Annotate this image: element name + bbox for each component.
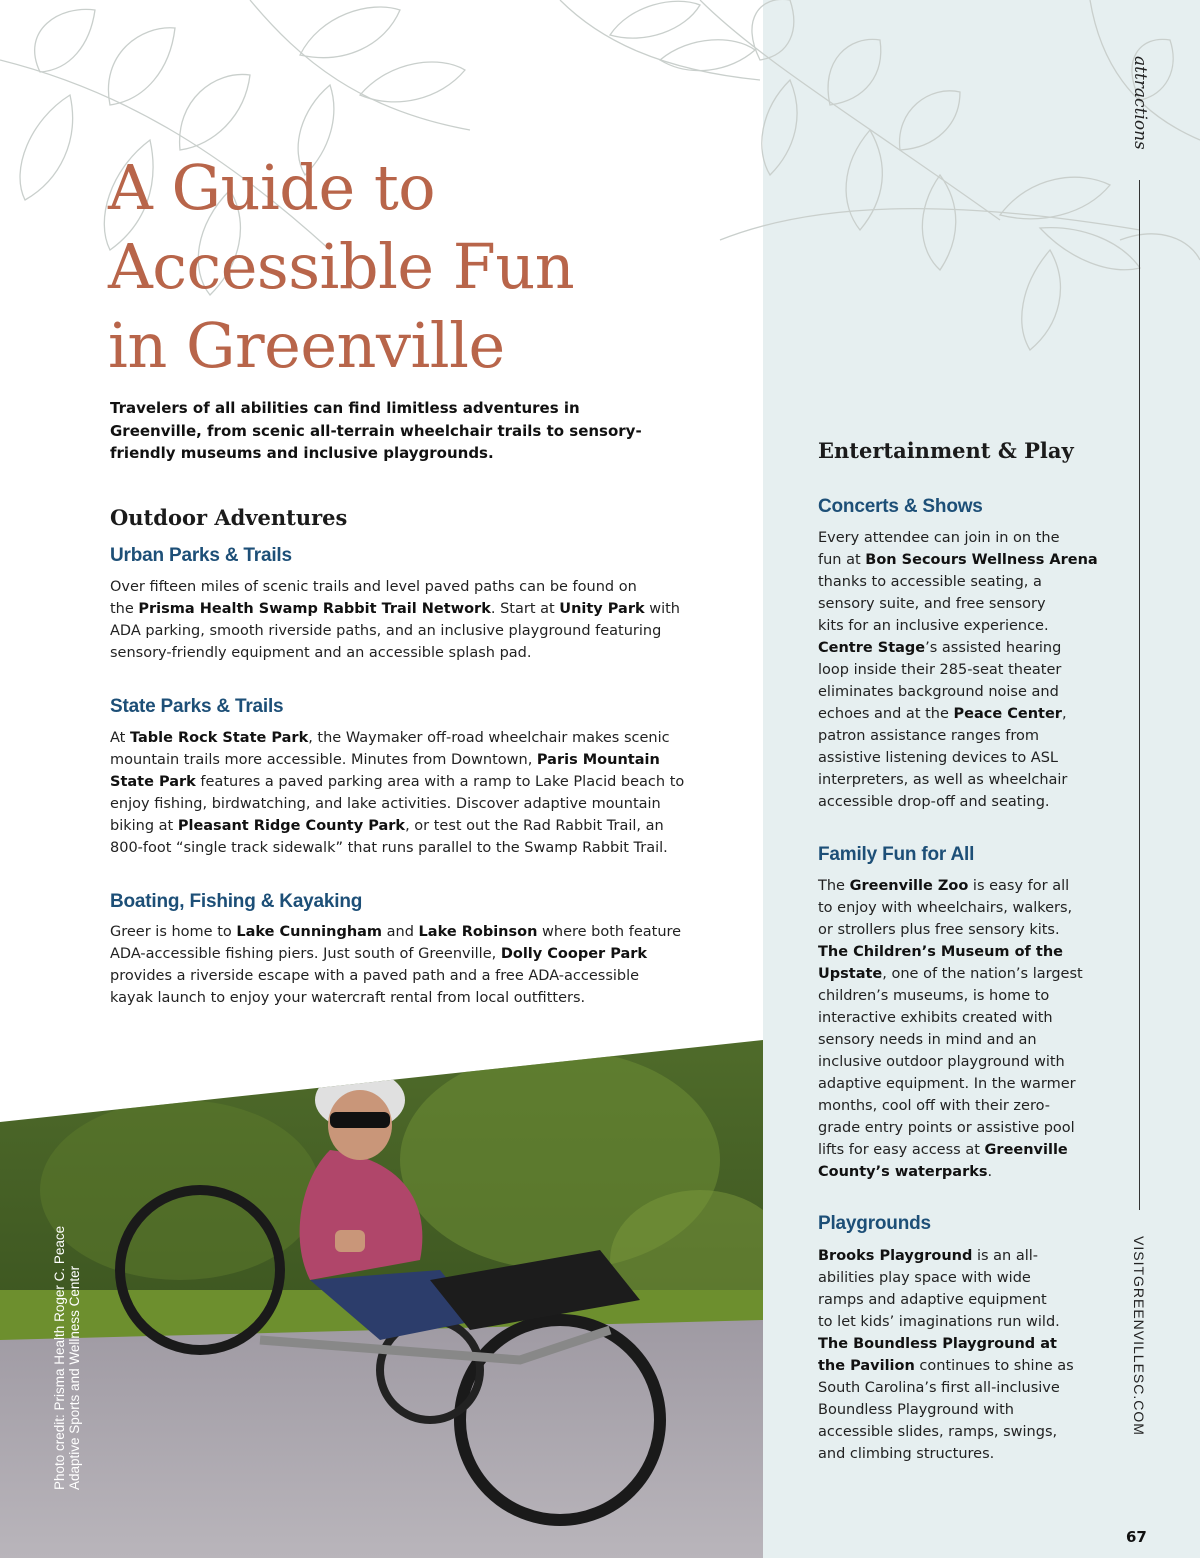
text-run: . bbox=[987, 1164, 993, 1180]
paragraph-line bbox=[818, 769, 1088, 791]
text-run: where both feature bbox=[537, 924, 682, 940]
text-run: ’s assisted hearing bbox=[925, 640, 1062, 656]
text-run: accessible slides, ramps, swings, bbox=[818, 1424, 1058, 1440]
text-run: is an all- bbox=[972, 1248, 1039, 1264]
subheading-playgrounds: Playgrounds bbox=[818, 1213, 931, 1234]
bold-place-name: Prisma Health Swamp Rabbit Trail Network bbox=[138, 601, 491, 617]
paragraph-line bbox=[818, 615, 1088, 637]
bold-place-name: County’s waterparks bbox=[818, 1164, 988, 1180]
paragraph-line bbox=[818, 1355, 1088, 1377]
paragraph-line bbox=[818, 1267, 1088, 1289]
website-url: VISITGREENVILLESC.COM bbox=[1131, 1236, 1147, 1436]
photo-credit-line-1: Photo credit: Prisma Health Roger C. Peace bbox=[52, 1225, 67, 1490]
subheading-urban-parks: Urban Parks & Trails bbox=[110, 545, 292, 566]
text-run: months, cool off with their zero- bbox=[818, 1098, 1050, 1114]
text-run: Over fifteen miles of scenic trails and level paved paths can be found on bbox=[110, 579, 637, 595]
paragraph-line bbox=[818, 1311, 1088, 1333]
paragraph-line bbox=[818, 941, 1088, 963]
paragraph-line bbox=[818, 1377, 1088, 1399]
bold-place-name: Centre Stage bbox=[818, 640, 926, 656]
paragraph-line bbox=[818, 791, 1088, 813]
paragraph-urban-parks bbox=[110, 576, 680, 664]
paragraph-line bbox=[818, 1443, 1088, 1465]
paragraph-line bbox=[818, 1421, 1088, 1443]
text-run: to enjoy with wheelchairs, walkers, bbox=[818, 900, 1073, 916]
text-run: grade entry points or assistive pool bbox=[818, 1120, 1075, 1136]
text-run: lifts for easy access at bbox=[818, 1142, 985, 1158]
text-run: Greer is home to bbox=[110, 924, 237, 940]
bold-place-name: State Park bbox=[110, 774, 196, 790]
text-run: kits for an inclusive experience. bbox=[818, 618, 1049, 634]
text-run: . Start at bbox=[490, 601, 560, 617]
text-run: and climbing structures. bbox=[818, 1446, 995, 1462]
text-run: accessible drop-off and seating. bbox=[818, 794, 1050, 810]
text-run: inclusive outdoor playground with bbox=[818, 1054, 1065, 1070]
paragraph-line bbox=[818, 593, 1088, 615]
paragraph-line bbox=[818, 1051, 1088, 1073]
photo-credit bbox=[52, 1226, 82, 1490]
paragraph-line bbox=[110, 727, 684, 749]
paragraph-line bbox=[110, 771, 684, 793]
text-run: loop inside their 285-seat theater bbox=[818, 662, 1062, 678]
paragraph-state-parks bbox=[110, 727, 684, 859]
text-run: Every attendee can join in on the bbox=[818, 530, 1060, 546]
text-run: The bbox=[818, 878, 850, 894]
text-run: the bbox=[110, 601, 139, 617]
text-run: children’s museums, is home to bbox=[818, 988, 1050, 1004]
bold-place-name: Lake Cunningham bbox=[236, 924, 383, 940]
bold-place-name: Greenville bbox=[984, 1142, 1068, 1158]
paragraph-line bbox=[110, 749, 684, 771]
paragraph-line bbox=[818, 1161, 1088, 1183]
paragraph-concerts bbox=[818, 527, 1098, 813]
text-run: , or test out the Rad Rabbit Trail, an bbox=[405, 818, 664, 834]
bold-place-name: The Children’s Museum of the bbox=[818, 944, 1063, 960]
text-run: biking at bbox=[110, 818, 178, 834]
text-run: , the Waymaker off-road wheelchair makes scenic bbox=[308, 730, 670, 746]
paragraph-line bbox=[818, 637, 1088, 659]
paragraph-line bbox=[818, 527, 1088, 549]
paragraph-line bbox=[818, 1029, 1088, 1051]
title-line-2: Accessible Fun bbox=[108, 230, 575, 303]
paragraph-line bbox=[818, 681, 1088, 703]
text-run: ADA-accessible fishing piers. Just south of Greenville, bbox=[110, 946, 501, 962]
paragraph-line bbox=[110, 815, 684, 837]
title-line-1: A Guide to bbox=[108, 151, 436, 224]
subheading-boating: Boating, Fishing & Kayaking bbox=[110, 891, 363, 912]
bold-place-name: Peace Center bbox=[953, 706, 1062, 722]
paragraph-line bbox=[110, 837, 684, 859]
bold-place-name: Lake Robinson bbox=[418, 924, 538, 940]
photo-credit-line-2: Adaptive Sports and Wellness Center bbox=[67, 1265, 82, 1490]
text-run: patron assistance ranges from bbox=[818, 728, 1039, 744]
paragraph-family-fun bbox=[818, 875, 1088, 1183]
paragraph-line bbox=[818, 1245, 1088, 1267]
page-number: 67 bbox=[1126, 1528, 1147, 1546]
text-run: fun at bbox=[818, 552, 866, 568]
paragraph-line bbox=[818, 1073, 1088, 1095]
paragraph-line bbox=[818, 919, 1088, 941]
bold-place-name: Upstate bbox=[818, 966, 883, 982]
text-run: South Carolina’s first all-inclusive bbox=[818, 1380, 1060, 1396]
paragraph-line bbox=[818, 963, 1088, 985]
bold-place-name: Brooks Playground bbox=[818, 1248, 973, 1264]
paragraph-line bbox=[818, 571, 1088, 593]
bold-place-name: Pleasant Ridge County Park bbox=[177, 818, 406, 834]
bold-place-name: Table Rock State Park bbox=[129, 730, 309, 746]
text-run: enjoy fishing, birdwatching, and lake activities. Discover adaptive mountain bbox=[110, 796, 661, 812]
paragraph-line bbox=[818, 747, 1088, 769]
paragraph-boating bbox=[110, 921, 681, 1009]
paragraph-line bbox=[818, 703, 1088, 725]
text-run: provides a riverside escape with a paved path and a free ADA-accessible bbox=[110, 968, 640, 984]
text-run: interactive exhibits created with bbox=[818, 1010, 1053, 1026]
paragraph-line bbox=[110, 576, 680, 598]
paragraph-line bbox=[818, 985, 1088, 1007]
paragraph-line bbox=[110, 943, 681, 965]
text-run: eliminates background noise and bbox=[818, 684, 1059, 700]
heading-outdoor-adventures: Outdoor Adventures bbox=[110, 505, 348, 530]
subheading-concerts: Concerts & Shows bbox=[818, 496, 983, 517]
paragraph-line bbox=[110, 598, 680, 620]
bold-place-name: The Boundless Playground at bbox=[818, 1336, 1057, 1352]
paragraph-line bbox=[818, 1289, 1088, 1311]
paragraph-line bbox=[818, 549, 1098, 571]
bold-place-name: the Pavilion bbox=[818, 1358, 915, 1374]
margin-rule bbox=[1139, 180, 1140, 1210]
paragraph-line bbox=[818, 875, 1088, 897]
paragraph-line bbox=[110, 965, 681, 987]
text-run: kayak launch to enjoy your watercraft rental from local outfitters. bbox=[110, 990, 586, 1006]
text-run: ADA parking, smooth riverside paths, and an inclusive playground featuring bbox=[110, 623, 662, 639]
paragraph-line bbox=[110, 987, 681, 1009]
paragraph-line bbox=[818, 1139, 1088, 1161]
text-run: echoes and at the bbox=[818, 706, 954, 722]
paragraph-line bbox=[818, 1399, 1088, 1421]
paragraph-line bbox=[110, 793, 684, 815]
text-run: sensory needs in mind and an bbox=[818, 1032, 1037, 1048]
page-title bbox=[108, 148, 728, 385]
paragraph-line bbox=[110, 921, 681, 943]
text-run: or strollers plus free sensory kits. bbox=[818, 922, 1060, 938]
text-run: , bbox=[1061, 706, 1067, 722]
paragraph-line bbox=[818, 1333, 1088, 1355]
hand-cyclist-photo bbox=[0, 1040, 763, 1558]
text-run: assistive listening devices to ASL bbox=[818, 750, 1059, 766]
bold-place-name: Dolly Cooper Park bbox=[500, 946, 648, 962]
text-run: thanks to accessible seating, a bbox=[818, 574, 1042, 590]
heading-entertainment-play: Entertainment & Play bbox=[818, 438, 1074, 463]
paragraph-line bbox=[110, 642, 680, 664]
text-run: 800-foot “single track sidewalk” that runs parallel to the Swamp Rabbit Trail. bbox=[110, 840, 668, 856]
paragraph-line bbox=[818, 897, 1088, 919]
text-run: mountain trails more accessible. Minutes from Downtown, bbox=[110, 752, 537, 768]
text-run: to let kids’ imaginations run wild. bbox=[818, 1314, 1060, 1330]
paragraph-line bbox=[818, 1095, 1088, 1117]
text-run: abilities play space with wide bbox=[818, 1270, 1031, 1286]
text-run: Boundless Playground with bbox=[818, 1402, 1014, 1418]
text-run: interpreters, as well as wheelchair bbox=[818, 772, 1068, 788]
subheading-family-fun: Family Fun for All bbox=[818, 844, 975, 865]
text-run: is easy for all bbox=[968, 878, 1070, 894]
paragraph-line bbox=[818, 659, 1088, 681]
text-run: At bbox=[110, 730, 130, 746]
text-run: and bbox=[382, 924, 419, 940]
paragraph-line bbox=[818, 1007, 1088, 1029]
subheading-state-parks: State Parks & Trails bbox=[110, 696, 284, 717]
text-run: adaptive equipment. In the warmer bbox=[818, 1076, 1076, 1092]
section-tab-label: attractions bbox=[1130, 56, 1150, 150]
text-run: ramps and adaptive equipment bbox=[818, 1292, 1047, 1308]
title-line-3: in Greenville bbox=[108, 309, 505, 382]
bold-place-name: Paris Mountain bbox=[536, 752, 660, 768]
paragraph-playgrounds bbox=[818, 1245, 1088, 1465]
bold-place-name: Unity Park bbox=[559, 601, 645, 617]
text-run: continues to shine as bbox=[914, 1358, 1074, 1374]
text-run: features a paved parking area with a ramp to Lake Placid beach to bbox=[195, 774, 685, 790]
intro-paragraph: Travelers of all abilities can find limitless adventures in Greenville, from scenic all-terrain wheelchair trails to sensory-friendly museums and inclusive playgrounds. bbox=[110, 399, 642, 462]
text-run: , one of the nation’s largest bbox=[882, 966, 1083, 982]
text-run: with bbox=[644, 601, 680, 617]
text-run: sensory suite, and free sensory bbox=[818, 596, 1046, 612]
bold-place-name: Greenville Zoo bbox=[849, 878, 969, 894]
text-run: sensory-friendly equipment and an accessible splash pad. bbox=[110, 645, 532, 661]
paragraph-line bbox=[818, 1117, 1088, 1139]
paragraph-line bbox=[110, 620, 680, 642]
bold-place-name: Bon Secours Wellness Arena bbox=[865, 552, 1098, 568]
paragraph-line bbox=[818, 725, 1088, 747]
